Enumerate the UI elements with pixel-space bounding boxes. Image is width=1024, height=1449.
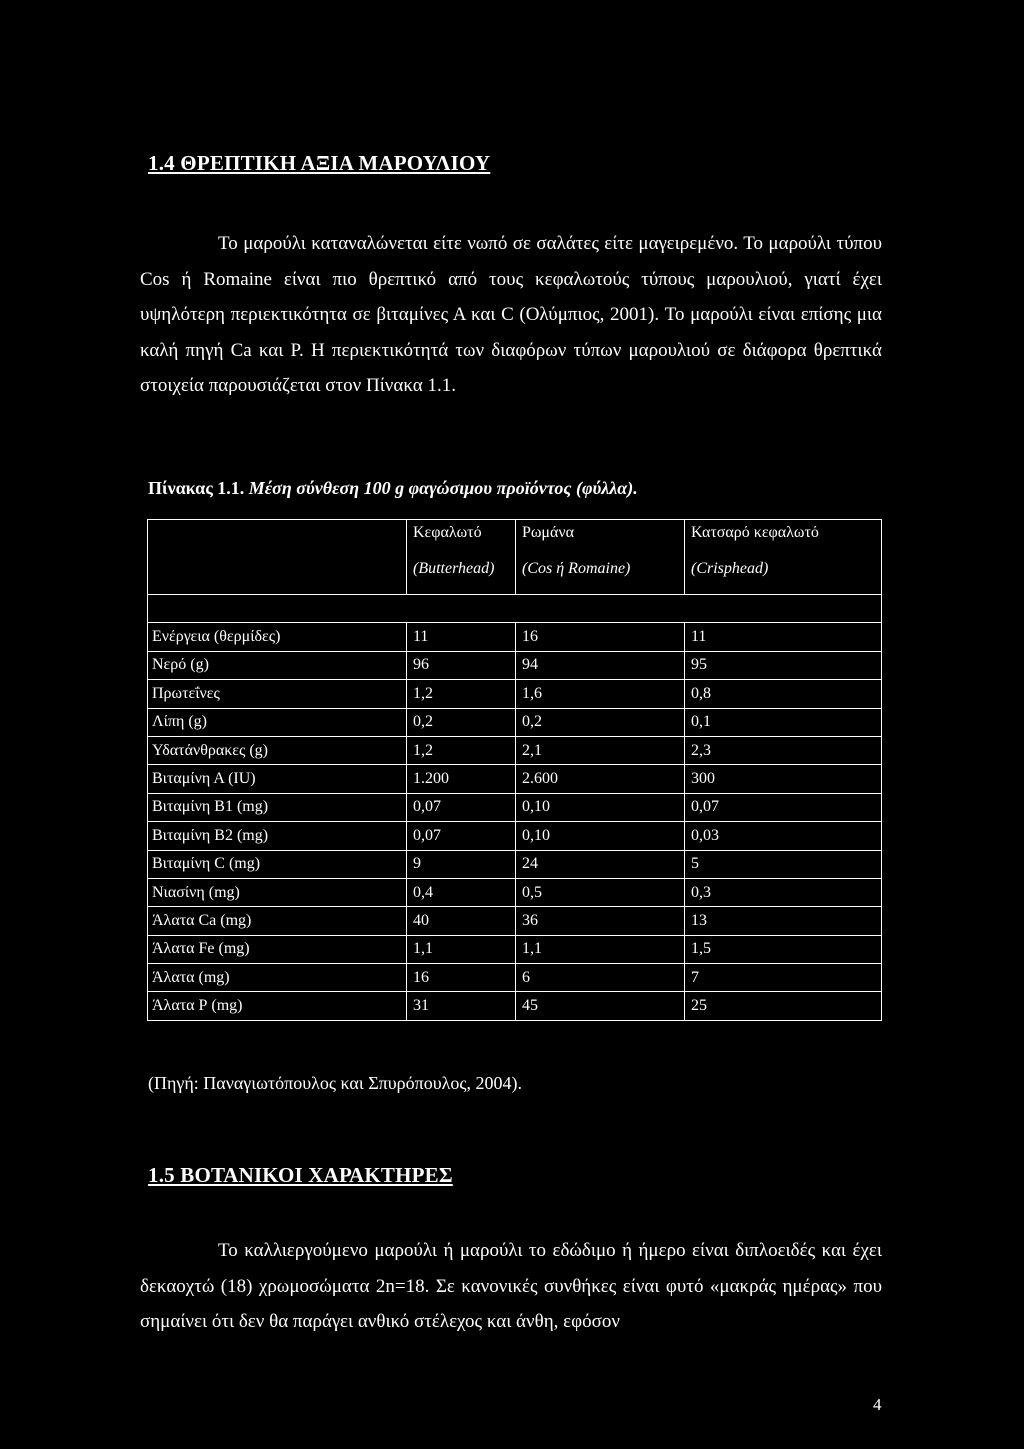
row-label: Άλατα Fe (mg) [148, 935, 407, 963]
table-cell: 13 [685, 907, 882, 935]
row-label: Άλατα Ca (mg) [148, 907, 407, 935]
column-name: Ρωμάνα [522, 524, 575, 541]
table-header-row [148, 520, 882, 595]
table-header-empty [148, 520, 407, 595]
table-body [148, 623, 882, 1020]
table-cell: 0,10 [516, 793, 685, 821]
column-subname: (Crisphead) [691, 560, 769, 577]
table-cell: 5 [685, 850, 882, 878]
table-cell: 94 [516, 651, 685, 679]
table-cell: 1,5 [685, 935, 882, 963]
table-cell: 95 [685, 651, 882, 679]
botanical-paragraph [140, 1233, 882, 1340]
table-cell: 11 [407, 623, 516, 651]
table-row [148, 850, 882, 878]
page-number: 4 [873, 1395, 882, 1414]
table-header-column [516, 520, 685, 595]
table-cell: 16 [407, 964, 516, 992]
table-cell: 0,5 [516, 878, 685, 906]
table-cell: 1,2 [407, 680, 516, 708]
table-row [148, 680, 882, 708]
table-cell: 11 [685, 623, 882, 651]
row-label: Πρωτεΐνες [148, 680, 407, 708]
table-cell: 1,2 [407, 736, 516, 764]
table-row [148, 822, 882, 850]
table-cell: 24 [516, 850, 685, 878]
nutrition-paragraph [140, 226, 882, 404]
table-spacer-cell [148, 595, 882, 623]
section-heading-botanical: 1.5 ΒΟΤΑΝΙΚΟΙ ΧΑΡΑΚΤΗΡΕΣ [148, 1163, 453, 1187]
row-label: Νερό (g) [148, 651, 407, 679]
table-cell: 31 [407, 992, 516, 1020]
table-cell: 2.600 [516, 765, 685, 793]
table-row [148, 964, 882, 992]
table-cell: 36 [516, 907, 685, 935]
table-cell: 300 [685, 765, 882, 793]
table-cell: 16 [516, 623, 685, 651]
table-row [148, 736, 882, 764]
botanical-paragraph-text: Το καλλιεργούμενο μαρούλι ή μαρούλι το εδώδιμο ή ήμερο είναι διπλοειδές και έχει δεκαοχτώ (18) χρωμοσώματα 2n=18. Σε κανονικές συνθήκες είναι φυτό «μακράς ημέρας» που σημαίνει ότι δεν θα παράγει ανθικό στέλεχος και άνθη, εφόσον [140, 1240, 882, 1332]
table-row [148, 623, 882, 651]
table-row [148, 935, 882, 963]
table-cell: 9 [407, 850, 516, 878]
table-cell: 0,1 [685, 708, 882, 736]
table-row [148, 992, 882, 1020]
table-cell: 6 [516, 964, 685, 992]
table-cell: 40 [407, 907, 516, 935]
table-cell: 1.200 [407, 765, 516, 793]
table-cell: 0,10 [516, 822, 685, 850]
nutrition-table [147, 519, 882, 1021]
table-cell: 1,6 [516, 680, 685, 708]
table-spacer-row [148, 595, 882, 623]
row-label: Νιασίνη (mg) [148, 878, 407, 906]
row-label: Βιταμίνη C (mg) [148, 850, 407, 878]
table-cell: 1,1 [516, 935, 685, 963]
table-cell: 0,8 [685, 680, 882, 708]
column-name: Κατσαρό κεφαλωτό [691, 524, 819, 541]
row-label: Βιταμίνη Β1 (mg) [148, 793, 407, 821]
table-cell: 0,3 [685, 878, 882, 906]
table-cell: 25 [685, 992, 882, 1020]
table-header-column [407, 520, 516, 595]
table-cell: 0,07 [407, 822, 516, 850]
table-cell: 45 [516, 992, 685, 1020]
table-cell: 0,07 [407, 793, 516, 821]
column-name: Κεφαλωτό [413, 524, 482, 541]
table-cell: 7 [685, 964, 882, 992]
table-cell: 0,4 [407, 878, 516, 906]
row-label: Άλατα Ρ (mg) [148, 992, 407, 1020]
row-label: Λίπη (g) [148, 708, 407, 736]
table-row [148, 907, 882, 935]
table-row [148, 793, 882, 821]
table-cell: 0,2 [407, 708, 516, 736]
table-cell: 96 [407, 651, 516, 679]
nutrition-paragraph-text: Το μαρούλι καταναλώνεται είτε νωπό σε σαλάτες είτε μαγειρεμένο. Το μαρούλι τύπου Cos ή Romaine είναι πιο θρεπτικό από τους κεφαλωτούς τύπους μαρουλιού, γιατί έχει υψηλότερη περιεκτικότητα σε βιταμίνες Α και C (Ολύμπιος, 2001). Το μαρούλι είναι επίσης μια καλή πηγή Ca και Ρ. Η περιεκτικότητά των διαφόρων τύπων μαρουλιού σε διάφορα θρεπτικά στοιχεία παρουσιάζεται στον Πίνακα 1.1. [140, 233, 882, 396]
row-label: Άλατα (mg) [148, 964, 407, 992]
table-row [148, 765, 882, 793]
table-cell: 2,1 [516, 736, 685, 764]
table-cell: 0,2 [516, 708, 685, 736]
row-label: Ενέργεια (θερμίδες) [148, 623, 407, 651]
table-cell: 2,3 [685, 736, 882, 764]
row-label: Βιταμίνη Β2 (mg) [148, 822, 407, 850]
table-caption-label: Πίνακας 1.1. [148, 478, 245, 498]
table-row [148, 708, 882, 736]
table-caption-text: Μέση σύνθεση 100 g φαγώσιμου προϊόντος (φύλλα). [248, 478, 638, 498]
table-source: (Πηγή: Παναγιωτόπουλος και Σπυρόπουλος, 2004). [148, 1073, 523, 1093]
table-cell: 1,1 [407, 935, 516, 963]
table-row [148, 878, 882, 906]
section-heading-nutritional-value: 1.4 ΘΡΕΠΤΙΚΗ ΑΞΙΑ ΜΑΡΟΥΛΙΟΥ [148, 151, 491, 175]
row-label: Βιταμίνη Α (IU) [148, 765, 407, 793]
column-subname: (Butterhead) [413, 560, 495, 577]
table-caption [148, 478, 638, 499]
table-cell: 0,03 [685, 822, 882, 850]
row-label: Υδατάνθρακες (g) [148, 736, 407, 764]
table-header-column [685, 520, 882, 595]
table-cell: 0,07 [685, 793, 882, 821]
table-row [148, 651, 882, 679]
column-subname: (Cos ή Romaine) [522, 560, 631, 577]
